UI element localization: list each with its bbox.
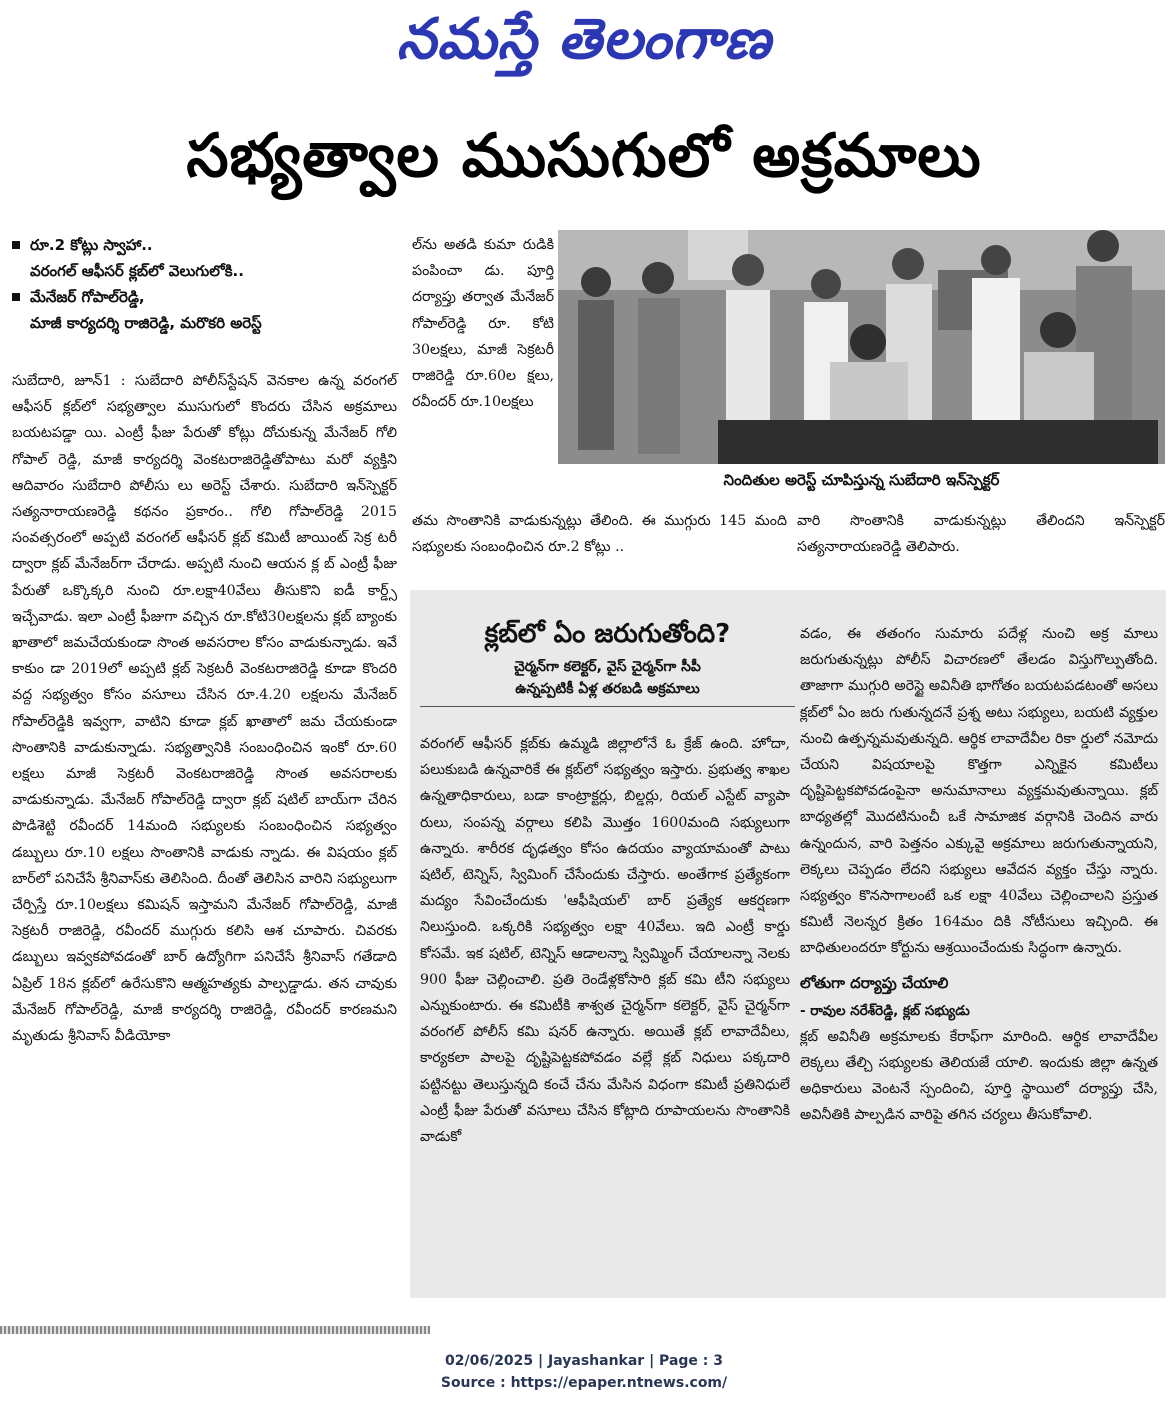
article-column-3-bottom: వారి సొంతానికి వాడుకున్నట్లు తేలిందని ఇన్‌స్పెక్టర్ సత్యనారాయణరెడ్డి తెలిపారు. xyxy=(797,513,1165,556)
box-title: క్లబ్‌లో ఏం జరుగుతోంది? xyxy=(484,619,731,649)
box-byline: - రావుల నరేశ్‌రెడ్డి, క్లబ్ సభ్యుడు xyxy=(800,1002,970,1019)
box-column-1: వరంగల్ ఆఫీసర్ క్లబ్‌కు ఉమ్మడి జిల్లాలోనే ఓ క్రేజ్ ఉంది. హోదా, పలుకుబడి ఉన్నవారికే ఈ క్లబ్‌లో సభ్యత్వం ఇస్తారు. ప్రభుత్వ శాఖల ఉన్నతాధికారులు, బడా కాంట్రాక్టర్లు, బిల్డర్లు, రియల్ ఎస్టేట్ వ్యాపా రులు, సంపన్న వర్గాలు కలిపి మొత్తం 1600మంది సభ్యులుగా ఉన్నారు. శారీరక దృఢత్వం కోసం ఉదయం వ్యాయామంతో పాటు షటిల్, టెన్నిస్, స్విమింగ్ చేసేందుకు చేస్తారు. అంతేగాక ప్రత్యేకంగా మద్యం సేవించేందుకు 'ఆఫీషియల్' బార్ ప్రత్యేక ఆకర్షణగా నిలుస్తుంది. ఒక్కరికి సభ్యత్వం లక్షా 40వేలు. ఇది ఎంట్రీ కార్డు కోసమే. ఇక షటిల్, టెన్నిస్ ఆడాలన్నా స్విమ్మింగ్ చేయాలన్నా నెలకు 900 ఫీజు చెల్లించాలి. ప్రతి రెండేళ్లకోసారి క్లబ్ కమి టీని సభ్యులు ఎన్నుకుంటారు. ఈ కమిటీకి శాశ్వత చైర్మన్‌గా కలెక్టర్, వైస్ చైర్మన్‌గా వరంగల్ పోలీస్ కమి షనర్ ఉన్నారు. అయితే క్లబ్ లావాదేవీలు, కార్యకలా పాలపై దృష్టిపెట్టకపోవడం వల్లే క్లబ్ నిధులు పక్కదారి పట్టినట్టు తెలుస్తున్నది కంచే చేను మేసిన విధంగా కమిటీ ప్రతినిధులే ఎంట్రీ ఫీజు పేరుతో వసూలు చేసిన కోట్లాది రూపాయలను సొంతానికి వాడుకో xyxy=(420,736,790,1146)
masthead-logo: నమస్తే తెలంగాణ xyxy=(396,6,772,72)
article-column-2-bottom: తమ సొంతానికి వాడుకున్నట్లు తేలింది. ఈ ముగ్గురు 145 మంది సభ్యులకు సంబంధించిన రూ.2 కోట్లు .. xyxy=(412,513,787,556)
bullet-square-icon xyxy=(12,241,20,249)
bullet-item: మేనేజర్ గోపాల్‌రెడ్డి, xyxy=(12,284,407,310)
box-subtitle: చైర్మన్‌గా కలెక్టర్, వైస్ చైర్మన్‌గా సీపీ ఉన్నప్పటికీ ఏళ్ల తరబడి అక్రమాలు xyxy=(420,656,795,707)
article-column-2-top: ల్‌ను అతడి కుమా రుడికి పంపించా డు. పూర్తి దర్యాప్తు తర్వాత మేనేజర్ గోపాల్‌రెడ్డి రూ. కోటి 30లక్షలు, మాజీ సెక్రటరీ రాజిరెడ్డి రూ.60ల క్షలు, రవీందర్ రూ.10లక్షలు xyxy=(412,237,554,411)
bullet-square-icon xyxy=(12,293,20,301)
news-photo xyxy=(558,230,1165,464)
bullet-item: మాజీ కార్యదర్శి రాజిరెడ్డి, మరొకరి అరెస్ట్ xyxy=(30,314,262,332)
footer-source-link[interactable]: Source : https://epaper.ntnews.com/ xyxy=(440,1375,728,1391)
bullet-item: రూ.2 కోట్లు స్వాహా.. xyxy=(12,232,407,258)
arrest-photo-image xyxy=(558,230,1165,464)
photo-caption: నిందితుల అరెస్ట్ చూపిస్తున్న సుబేదారి ఇన్‌స్పెక్టర్ xyxy=(723,471,1000,489)
box-subheading: లోతుగా దర్యాప్తు చేయాలి xyxy=(800,973,949,992)
box-column-2: వడం, ఈ తతంగం సుమారు పదేళ్ల నుంచి అక్ర మాలు జరుగుతున్నట్లు పోలీస్ విచారణలో తేలడం విస్తుగొల్పుతోంది. తాజాగా ముగ్గురి అరెస్టై అవినీతి భాగోతం బయటపడటంతో అసలు క్లబ్‌లో ఏం జరు గుతున్నదనే ప్రశ్న అటు సభ్యులు, బయటి వ్యక్తుల నుంచి ఉత్పన్నమవుతున్నది. ఆర్థిక లావాదేవీల రికా ర్డులో నమోదు చేయని విషయాలపై కొత్తగా ఎన్నికైన కమిటీలు దృష్టిపెట్టకపోవడంపైనా అనుమానాలు వ్యక్తమవుతున్నాయి. క్లబ్ బాధ్యతల్లో మొదటినుంచీ ఒకే సామాజిక వర్గానికి చెందిన వారు ఉన్నందున, వారి పెత్తనం ఎక్కువై అక్రమాలు జరుగుతున్నాయని, లెక్కలు చెప్పడం లేదని సభ్యులు ఆవేదన వ్యక్తం చేస్తు న్నారు. సభ్యత్వం కొనసాగాలంటే ఒక లక్షా 40వేలు చెల్లించాలని ప్రస్తుత కమిటీ నెలన్నర క్రితం 164మం దికి నోటీసులు ఇచ్చింది. ఈ బాధితులందరూ కోర్టును ఆశ్రయించేందుకు సిద్ధంగా ఉన్నారు. లోతుగా దర్యాప్తు చేయాలి - రావుల నరేశ్‌రెడ్డి, క్లబ్ సభ్యుడు క్లబ్ అవినీతి అక్రమాలకు కేరాఫ్‌గా మారింది. ఆర్థిక లావాదేవీల లెక్కలు తేల్చి సభ్యులకు తెలియజే యాలి. ఇందుకు జిల్లా ఉన్నత అధికారులు వెంటనే స్పందించి, పూర్తి స్థాయిలో దర్యాప్తు చేసి, అవినీతికి పాల్పడిన వారిపై తగిన చర్యలు తీసుకోవాలి. xyxy=(800,626,1158,1124)
bullet-list xyxy=(12,232,407,336)
bottom-divider xyxy=(0,1326,430,1334)
bullet-item: వరంగల్ ఆఫీసర్ క్లబ్‌లో వెలుగులోకి.. xyxy=(30,262,244,280)
headline: సభ్యత్వాల ముసుగులో అక్రమాలు xyxy=(186,121,982,191)
footer xyxy=(0,1350,1168,1394)
article-column-1: సుబేదారి, జూన్1 : సుబేదారి పోలీస్‌స్టేషన్ వెనకాల ఉన్న వరంగల్ ఆఫీసర్ క్లబ్‌లో సభ్యత్వాల ముసుగులో కొందరు చేసిన అక్రమాలు బయటపడ్డా యి. ఎంట్రీ ఫీజు పేరుతో కోట్లు దోచుకున్న మేనేజర్ గోలి గోపాల్ రెడ్డి, మాజీ కార్యదర్శి వెంకటరాజిరెడ్డితోపాటు మరో వ్యక్తిని ఆదివారం సుబేదారి పోలీసు లు అరెస్ట్ చేశారు. సుబేదారి ఇన్‌స్పెక్టర్ సత్యనారాయణరెడ్డి కథనం ప్రకారం.. గోలి గోపాల్‌రెడ్డి 2015 సంవత్సరంలో అప్పటి వరంగల్ ఆఫీసర్ క్లబ్ కమిటీ జాయింట్ సెక్ర టరీ ద్వారా క్లబ్ మేనేజర్‌గా చేరాడు. అప్పటి నుంచి ఆయన క్ల బ్ ఎంట్రీ ఫీజు పేరుతో ఒక్కొక్కరి నుంచి రూ.లక్షా40వేలు తీసుకొని ఐడీ కార్డ్స్ ఇచ్చేవాడు. ఇలా ఎంట్రీ ఫీజుగా వచ్చిన రూ.కోటి30లక్షలను క్లబ్ బ్యాంకు ఖాతాలో జమచేయకుండా సొంత అవసరాల కోసం వాడుకున్నాడు. ఇవే కాకుం డా 2019లో అప్పటి క్లబ్ సెక్రటరీ వెంకటరాజిరెడ్డి కూడా కొందరి వద్ద సభ్యత్వం కోసం వసూలు చేసిన రూ.4.20 లక్షలను మేనేజర్ గోపాల్‌రెడ్డికి ఇవ్వగా, వాటిని కూడా క్లబ్ ఖాతాలో జమ చేయకుండా సొంతానికి వాడుకున్నాడు. సభ్యత్వానికి సంబంధించిన ఇంకో రూ.60 లక్షలు మాజీ సెక్రటరీ వెంకటరాజిరెడ్డి సొంత అవసరాలకు వాడుకున్నాడు. మేనేజర్ గోపాల్‌రెడ్డి ద్వారా క్లబ్ షటిల్ బాయ్‌గా చేరిన పొడిశెట్టి రవీందర్ 14మంది సభ్యులకు సంబంధించిన సభ్యత్వం డబ్బులు రూ.10 లక్షలు సొంతానికి వాడుకు న్నాడు. ఈ విషయం క్లబ్ బార్‌లో పనిచేసే శ్రీనివాస్‌కు తెలిసింది. దీంతో తెలిసిన వారిని సభ్యులుగా చేర్పిస్తే రూ.10లక్షలు కమిషన్ ఇస్తామని మేనేజర్ గోపాల్‌రెడ్డి, మాజీ సెక్రటరీ రాజిరెడ్డి, రవీందర్ ముగ్గురు కలిసి ఆశ చూపారు. చివరకు డబ్బులు ఇవ్వకపోవడంతో బార్ ఉద్యోగిగా పనిచేసే శ్రీనివాస్ గతేడాది ఏప్రిల్ 18న క్లబ్‌లో ఉరేసుకొని ఆత్మహత్యకు పాల్పడ్డాడు. తన చావుకు మేనేజర్ గోపాల్‌రెడ్డి, మాజీ కార్యదర్శి రాజిరెడ్డి, రవీందర్ కారణమని మృతుడు శ్రీనివాస్ వీడియోకా xyxy=(12,373,397,1045)
masthead xyxy=(0,0,1168,100)
footer-date-edition: 02/06/2025 | Jayashankar | Page : 3 xyxy=(445,1353,723,1369)
